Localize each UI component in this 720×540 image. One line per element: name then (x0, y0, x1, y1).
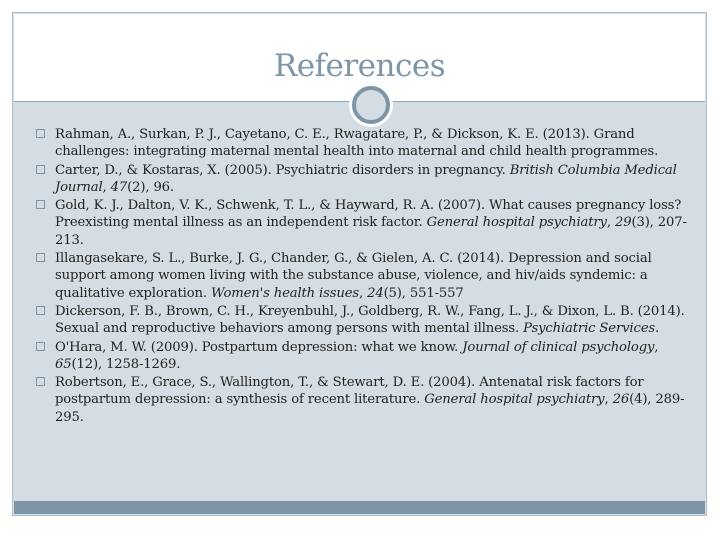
square-bullet-icon (36, 253, 45, 262)
reference-text: Gold, K. J., Dalton, V. K., Schwenk, T. L., & Hayward, R. A. (2007). What causes pregnancy loss? Preexisting mental illness as an independent risk factor. (55, 198, 682, 231)
reference-volume: 47 (110, 179, 128, 195)
reference-item (36, 126, 706, 161)
reference-text: Rahman, A., Surkan, P. J., Cayetano, C. E., Rwagatare, P., & Dickson, K. E. (2013). Grand challenges: integrating maternal mental health into maternal and child health programmes. (55, 127, 659, 160)
reference-text: Carter, D., & Kostaras, X. (2005). Psychiatric disorders in pregnancy. (55, 162, 510, 178)
reference-journal: British Columbia Medical Journal (55, 162, 677, 195)
reference-item: O'Hara, M. W. (2009). Postpartum depression: what we know. Journal of clinical psychology, 65(12), 1258-1269. (36, 339, 706, 374)
square-bullet-icon (36, 342, 45, 351)
reference-volume: 24 (367, 285, 384, 301)
square-bullet-icon (36, 377, 45, 386)
reference-journal: Journal of clinical psychology (462, 339, 655, 355)
reference-item (36, 303, 706, 338)
reference-text: Illangasekare, S. L., Burke, J. G., Chander, G., & Gielen, A. C. (2014). Depression and social support among women living with the substance abuse, violence, and hiv/aids syndemic: a qualitative exploration. (55, 251, 652, 301)
reference-journal: General hospital psychiatry (424, 392, 605, 408)
reference-journal: Psychiatric Services (523, 321, 655, 337)
reference-volume: 26 (612, 392, 630, 408)
reference-item: Carter, D., & Kostaras, X. (2005). Psychiatric disorders in pregnancy. British Columbia Medical Journal, 47(2), 96. (36, 162, 706, 197)
square-bullet-icon (36, 129, 45, 138)
square-bullet-icon (36, 306, 45, 315)
reference-rest: (4), 289-295. (55, 392, 685, 425)
reference-text: O'Hara, M. W. (2009). Postpartum depression: what we know. (55, 339, 463, 355)
reference-rest: . (655, 321, 660, 337)
reference-list (36, 126, 706, 427)
square-bullet-icon (36, 165, 45, 174)
ring-icon (352, 86, 390, 124)
reference-rest: (3), 207-213. (55, 215, 687, 248)
reference-rest: (12), 1258-1269. (71, 356, 181, 372)
reference-journal: Women's health issues (210, 285, 359, 301)
footer-bar (14, 501, 705, 514)
reference-text: Robertson, E., Grace, S., Wallington, T., & Stewart, D. E. (2004). Antenatal risk factors for postpartum depression: a synthesis of recent literature. (55, 375, 644, 408)
reference-rest: (2), 96. (127, 179, 174, 195)
reference-item: Gold, K. J., Dalton, V. K., Schwenk, T. L., & Hayward, R. A. (2007). What causes pregnancy loss? Preexisting mental illness as an independent risk factor. General hospital psychiatry, 29(3), 207-213. (36, 197, 706, 249)
square-bullet-icon (36, 200, 45, 209)
reference-volume: 29 (614, 215, 632, 231)
reference-item: Illangasekare, S. L., Burke, J. G., Chander, G., & Gielen, A. C. (2014). Depression and social support among women living with the substance abuse, violence, and hiv/aids syndemic: a qualitative exploration. Women's health issues, 24(5), 551-557 (36, 250, 706, 302)
reference-volume: 65 (55, 356, 72, 372)
reference-text: Dickerson, F. B., Brown, C. H., Kreyenbuhl, J., Goldberg, R. W., Fang, L. J., & Dixon, L. B. (2014). Sexual and reproductive behaviors among persons with mental illness. (55, 303, 685, 337)
reference-journal: General hospital psychiatry (426, 215, 607, 231)
slide (12, 12, 707, 516)
reference-rest: (5), 551-557 (383, 285, 464, 301)
slide-title: References (273, 48, 446, 84)
reference-item: Robertson, E., Grace, S., Wallington, T., & Stewart, D. E. (2004). Antenatal risk factors for postpartum depression: a synthesis of recent literature. General hospital psychiatry, 26(4), 289-295. (36, 374, 706, 426)
